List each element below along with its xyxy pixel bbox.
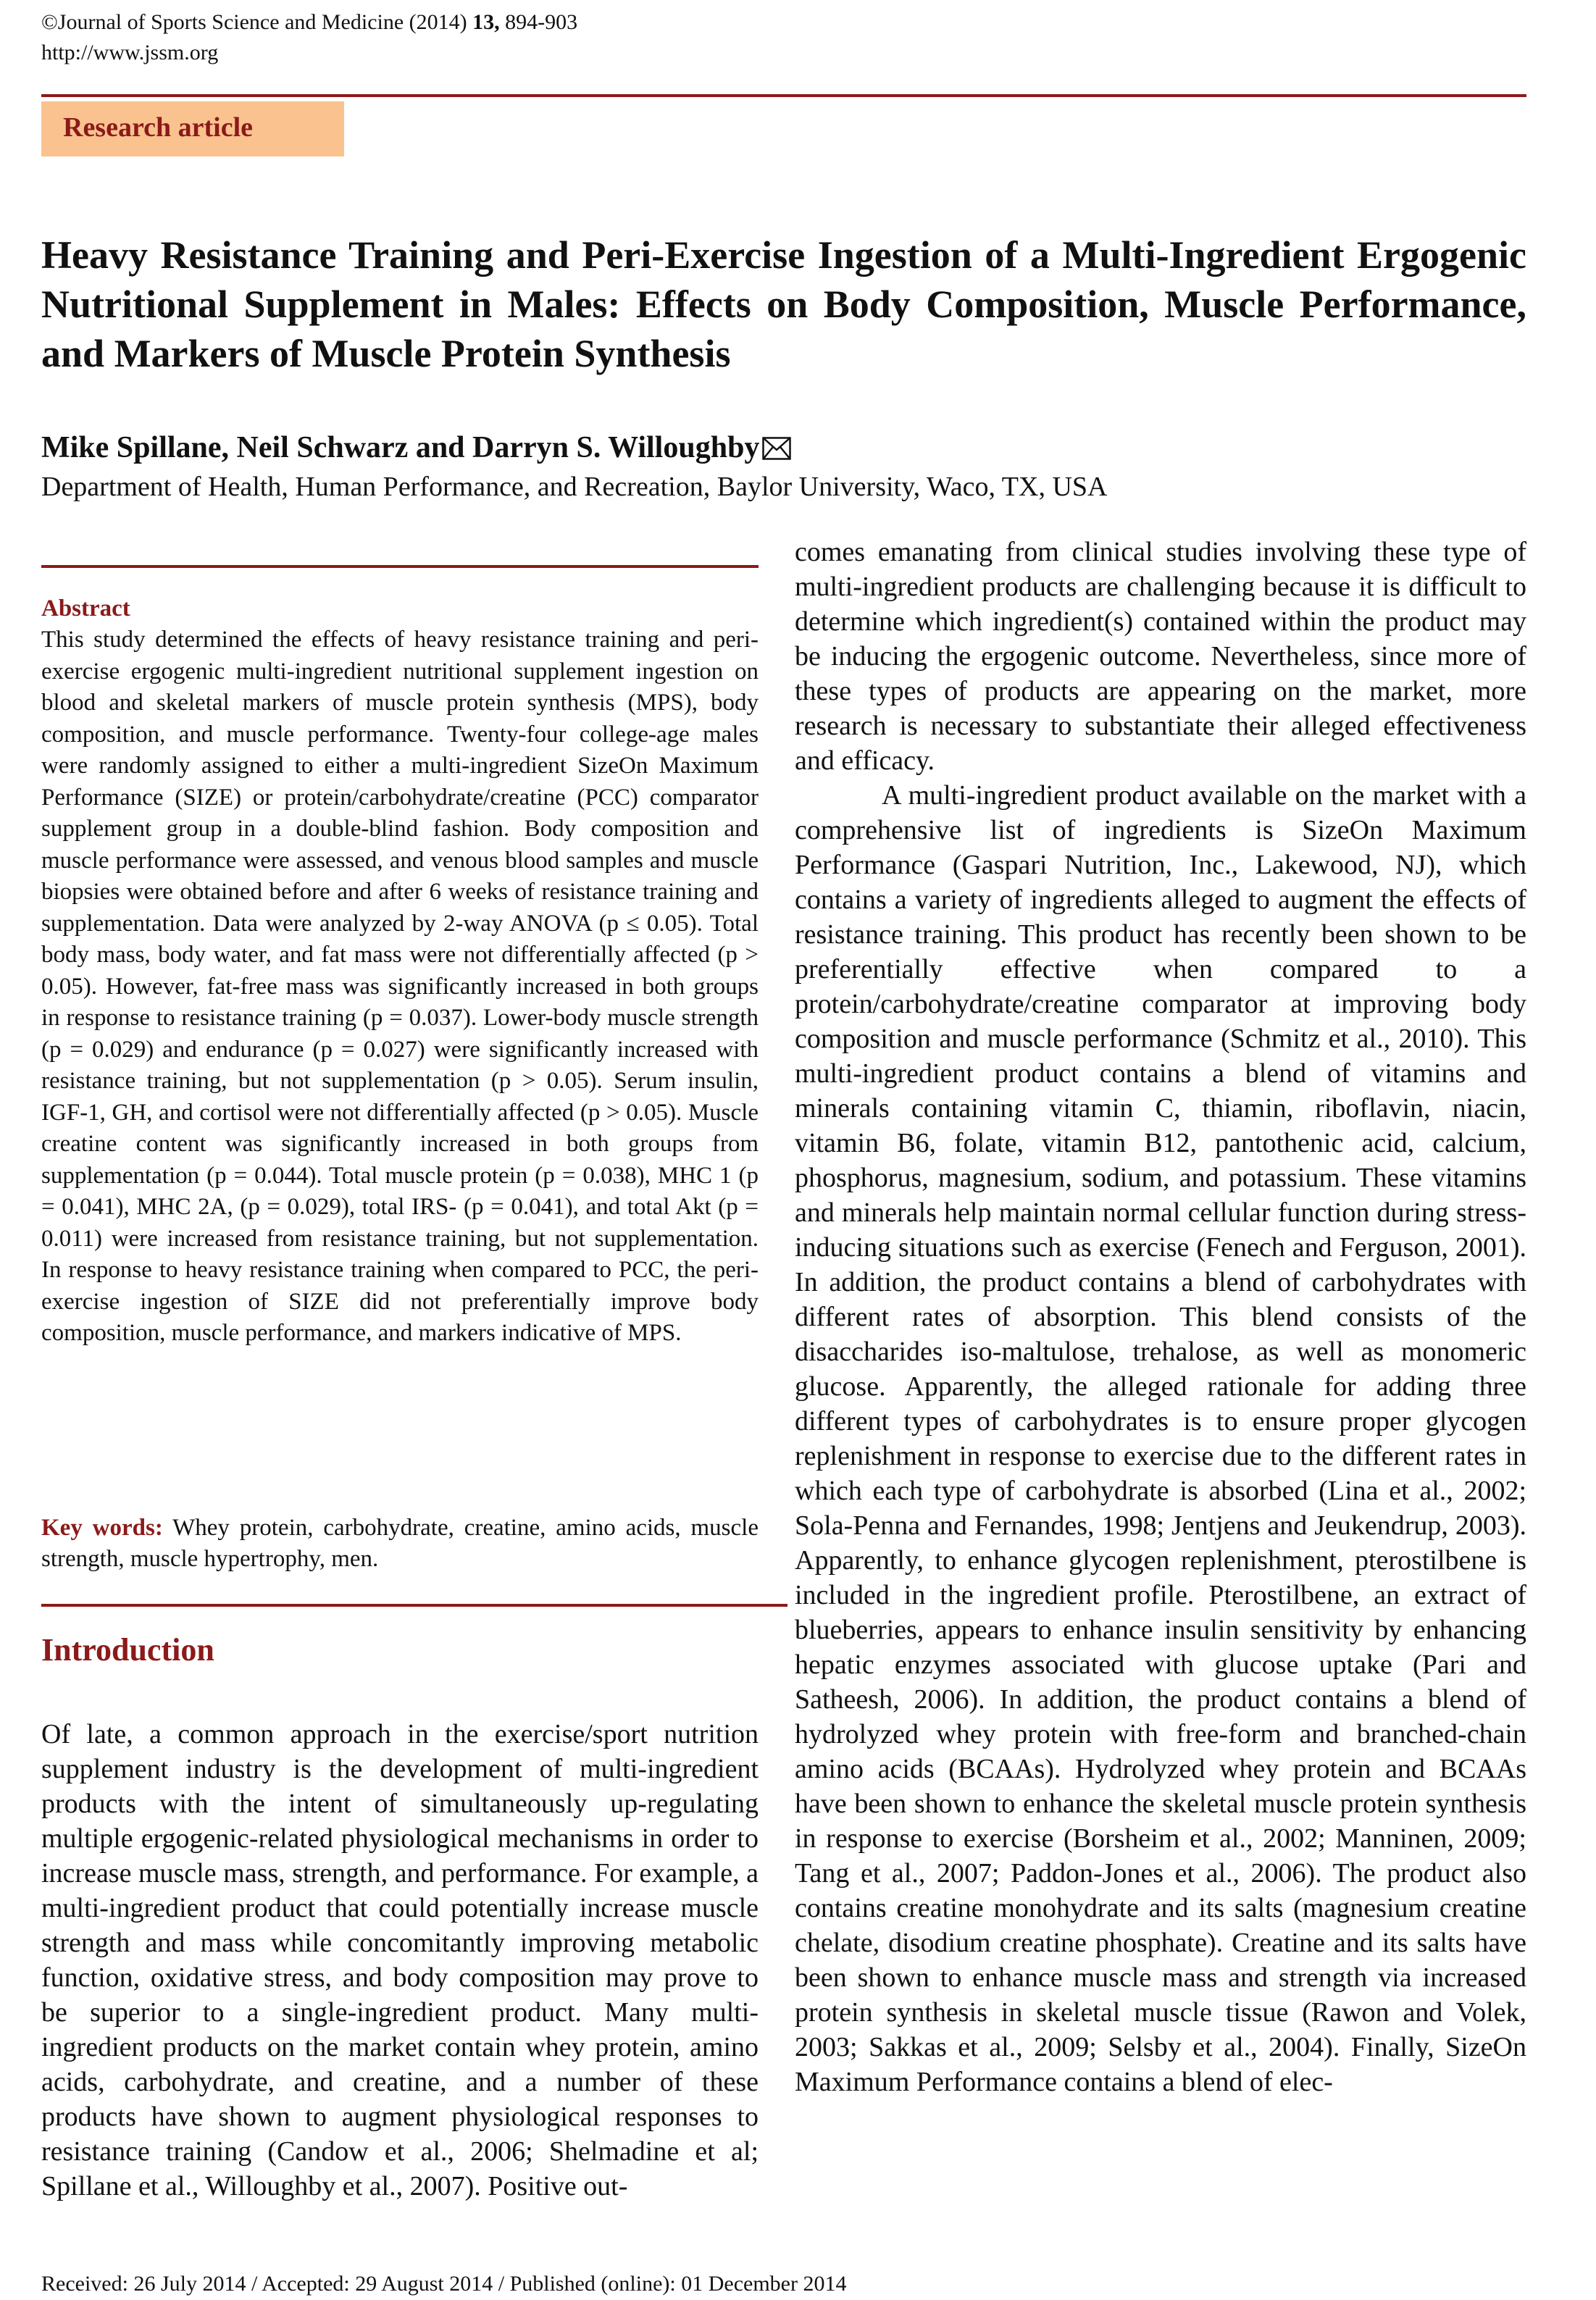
affiliation: Department of Health, Human Performance, and Recreation, Baylor University, Waco, TX, USA xyxy=(41,472,1108,502)
keywords-text: Whey protein, carbohydrate, creatine, amino acids, muscle strength, muscle hypertrophy, men. xyxy=(41,1515,759,1572)
introduction-heading: Introduction xyxy=(41,1632,214,1668)
article-title: Heavy Resistance Training and Peri-Exercise Ingestion of a Multi-Ingredient Ergogenic Nutritional Supplement in Males: Effects on Body Composition, Muscle Performance, and Markers of Muscle Protein Synthesis xyxy=(41,233,1526,375)
abstract-heading: Abstract xyxy=(41,595,130,622)
right-paragraph-1: comes emanating from clinical studies involving these type of multi-ingredient products are challenging because it is difficult to determine which ingredient(s) contained within the product may be inducing the ergogenic outcome. Nevertheless, since more of these types of products are appearing on the market, more research is necessary to substantiate their alleged effectiveness and efficacy. xyxy=(795,537,1526,776)
right-paragraph-2: A multi-ingredient product available on the market with a comprehensive list of ingredients is SizeOn Maximum Performance (Gaspari Nutrition, Inc., Lakewood, NJ), which contains a variety of ingredients alleged to augment the effects of resistance training. This product has recently been shown to be preferentially effective when compared to a protein/carbohydrate/creatine comparator at improving body composition and muscle performance (Schmitz et al., 2010). This multi-ingredient product contains a blend of vitamins and minerals containing vitamin C, thiamin, riboflavin, niacin, vitamin B6, folate, vitamin B12, pantothenic acid, calcium, phosphorus, magnesium, sodium, and potassium. These vitamins and minerals help maintain normal cellular function during stress-inducing situations such as exercise (Fenech and Ferguson, 2001). In addition, the product contains a blend of carbohydrates with different rates of absorption. This blend consists of the disaccharides iso-maltulose, trehalose, as well as monomeric glucose. Apparently, the alleged rationale for adding three different types of carbohydrates is to ensure proper glycogen replenishment in response to exercise due to the different rates in which each type of carbohydrate is absorbed (Lina et al., 2002; Sola-Penna and Fernandes, 1998; Jentjens and Jeukendrup, 2003). Apparently, to enhance glycogen replenishment, pterostilbene is included in the ingredient profile. Pterostilbene, an extract of blueberries, appears to enhance insulin sensitivity by enhancing hepatic enzymes associated with glucose uptake (Pari and Satheesh, 2006). In addition, the product contains a blend of hydrolyzed whey protein with free-form and branched-chain amino acids (BCAAs). Hydrolyzed whey protein and BCAAs have been shown to enhance the skeletal muscle protein synthesis in response to exercise (Borsheim et al., 2002; Manninen, 2009; Tang et al., 2007; Paddon-Jones et al., 2006). The product also contains creatine monohydrate and its salts (magnesium creatine chelate, disodium creatine phosphate). Creatine and its salts have been shown to enhance muscle mass and strength via increased protein synthesis in skeletal muscle tissue (Rawon and Volek, 2003; Sakkas et al., 2009; Selsby et al., 2004). Finally, SizeOn Maximum Performance contains a blend of elec- xyxy=(795,780,1526,2097)
publication-dates: Received: 26 July 2014 / Accepted: 29 August 2014 / Published (online): 01 December 2014 xyxy=(41,2272,847,2296)
journal-url[interactable]: http://www.jssm.org xyxy=(41,41,219,64)
article-type-label: Research article xyxy=(63,112,254,143)
abstract-top-divider xyxy=(41,565,759,568)
journal-citation xyxy=(41,7,577,38)
abstract-text: This study determined the effects of heavy resistance training and peri-exercise ergogenic multi-ingredient nutritional supplement ingestion on blood and skeletal markers of muscle protein synthesis (MPS), body composition, and muscle performance. Twenty-four college-age males were randomly assigned to either a multi-ingredient SizeOn Maximum Performance (SIZE) or protein/carbohydrate/creatine (PCC) comparator supplement group in a double-blind fashion. Body composition and muscle performance were assessed, and venous blood samples and muscle biopsies were obtained before and after 6 weeks of resistance training and supplementation. Data were analyzed by 2-way ANOVA (p ≤ 0.05). Total body mass, body water, and fat mass were not differentially affected (p > 0.05). However, fat-free mass was significantly increased in both groups in response to resistance training (p = 0.037). Lower-body muscle strength (p = 0.029) and endurance (p = 0.027) were significantly increased with resistance training, but not supplementation (p > 0.05). Serum insulin, IGF-1, GH, and cortisol were not differentially affected (p > 0.05). Muscle creatine content was significantly increased in both groups from supplementation (p = 0.044). Total muscle protein (p = 0.038), MHC 1 (p = 0.041), MHC 2A, (p = 0.029), total IRS- (p = 0.041), and total Akt (p = 0.011) were increased from resistance training, but not supplementation. In response to heavy resistance training when compared to PCC, the peri-exercise ingestion of SIZE did not preferentially improve body composition, muscle performance, and markers indicative of MPS. xyxy=(41,627,759,1346)
journal-pages: 894-903 xyxy=(499,10,578,34)
journal-header xyxy=(41,7,577,68)
author-names: Mike Spillane, Neil Schwarz and Darryn S. Willoughby xyxy=(41,431,760,464)
right-column xyxy=(795,535,1526,2099)
abstract-bottom-divider xyxy=(41,1604,787,1607)
article-type-badge xyxy=(41,101,344,156)
keywords-label: Key words: xyxy=(41,1515,163,1541)
author-line xyxy=(41,427,791,471)
introduction-text: Of late, a common approach in the exercise/sport nutrition supplement industry is the development of multi-ingredient products with the intent of simultaneously up-regulating multiple ergogenic-related physiological mechanisms in order to increase muscle mass, strength, and performance. For example, a multi-ingredient product that could potentially increase muscle strength and mass while concomitantly improving metabolic function, oxidative stress, and body composition may prove to be superior to a single-ingredient product. Many multi-ingredient products on the market contain whey protein, amino acids, carbohydrate, and creatine, and a number of these products have shown to augment physiological responses to resistance training (Candow et al., 2006; Shelmadine et al; Spillane et al., Willoughby et al., 2007). Positive out- xyxy=(41,1719,759,2201)
keywords xyxy=(41,1513,759,1575)
journal-name: ©Journal of Sports Science and Medicine (2014) xyxy=(41,10,473,34)
header-divider xyxy=(41,94,1526,97)
envelope-icon[interactable] xyxy=(762,430,791,471)
journal-volume: 13, xyxy=(472,10,500,34)
